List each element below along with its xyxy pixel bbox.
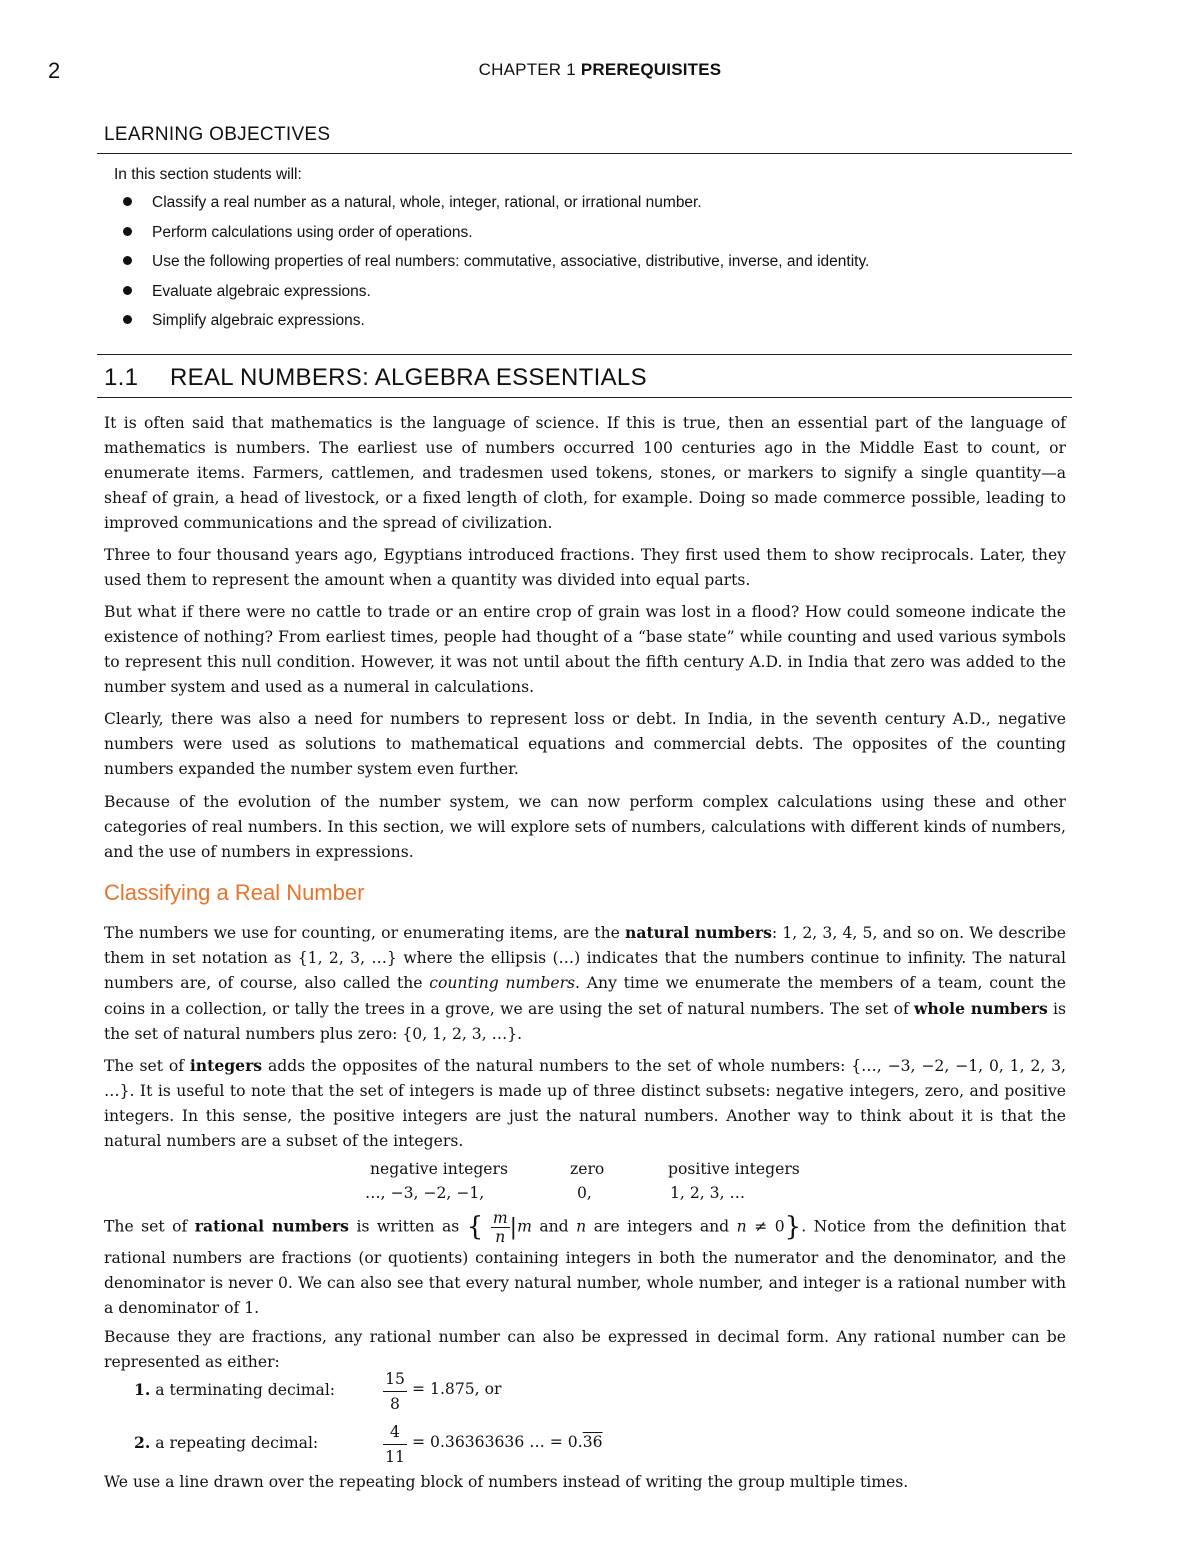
objective-item: Use the following properties of real numbers: commutative, associative, distributive, inverse, and identity.	[97, 253, 869, 283]
term-natural-numbers: natural numbers	[625, 923, 772, 942]
repeating-result: = 0.36363636 … = 0.36	[412, 1433, 603, 1451]
header-zero: zero	[570, 1160, 605, 1178]
header-negative: negative integers	[370, 1160, 508, 1178]
bullet-icon	[123, 227, 132, 236]
value-negative: …, −3, −2, −1,	[365, 1184, 485, 1202]
page-number: 2	[48, 58, 61, 83]
repeating-block: 36	[582, 1433, 603, 1451]
objectives-title: LEARNING OBJECTIVES	[104, 124, 331, 145]
section-title	[104, 364, 647, 392]
term-counting-numbers: counting numbers	[429, 974, 576, 992]
value-zero: 0,	[577, 1184, 592, 1202]
fraction-m-over-n: $\frac{m}{n}$	[492, 1209, 508, 1246]
objectives-rule	[97, 153, 1072, 154]
intro-paragraph-1: It is often said that mathematics is the language of science. If this is true, then an essential part of the language of mathematics is numbers. The earliest use of numbers occurred 100 centuries ago in the Middle East to count, or enumerate items. Farmers, cattlemen, and tradesmen used tokens, stones, or markers to signify a single quantity—a sheaf of grain, a head of livestock, or a fixed length of cloth, for example. Doing so made commerce possible, leading to improved communications and the spread of civilization.	[104, 414, 1066, 532]
section-number: 1.1	[104, 364, 139, 391]
term-whole-numbers: whole numbers	[914, 999, 1048, 1018]
objective-item: Perform calculations using order of operations.	[97, 224, 869, 254]
term-rational-numbers: rational numbers	[194, 1216, 349, 1236]
objectives-intro: In this section students will:	[114, 166, 302, 183]
section-rule-bottom	[97, 397, 1072, 398]
bullet-icon	[123, 256, 132, 265]
term-integers: integers	[189, 1056, 263, 1075]
bullet-icon	[123, 197, 132, 206]
chapter-label: CHAPTER 1	[478, 60, 576, 79]
intro-paragraph-4: Clearly, there was also a need for numbers to represent loss or debt. In India, in the seventh century A.D., negative numbers were used as solutions to mathematical equations and commercial debts. The opposites of the counting numbers expanded the number system even further.	[104, 710, 1066, 778]
section-rule-top	[97, 354, 1072, 355]
decimal-item-repeating: 2. a repeating decimal:	[134, 1433, 319, 1452]
bullet-icon	[123, 286, 132, 295]
terminating-result: = 1.875, or	[412, 1380, 502, 1398]
objectives-list	[97, 194, 869, 342]
subsection-title: Classifying a Real Number	[104, 880, 365, 905]
natural-numbers-paragraph: The numbers we use for counting, or enumerating items, are the natural numbers: 1, 2, 3, 4, 5, and so on. We describe them in set notation as {1, 2, 3, …} where the ellipsis (…) indicates that the numbers continue to infinity. The natural numbers are, of course, also called the counting numbers. Any time we enumerate the members of a team, count the coins in a collection, or tally the trees in a grove, we are using the set of natural numbers. The set of whole numbers is the set of natural numbers plus zero: {0, 1, 2, 3, …}.	[104, 923, 1066, 1043]
bullet-icon	[123, 315, 132, 324]
objective-item: Simplify algebraic expressions.	[97, 312, 869, 342]
fraction-15-over-8: $\frac{15}{8}$	[383, 1367, 407, 1416]
decimal-item-terminating: 1. a terminating decimal:	[134, 1380, 336, 1399]
integers-paragraph: The set of integers adds the opposites of the natural numbers to the set of whole numbers: {…, −3, −2, −1, 0, 1, 2, 3, …}. It is useful to note that the set of integers is made up of three distinct subsets: negative integers, zero, and positive integers. In this sense, the positive integers are just the natural numbers. Another way to think about it is that the natural numbers are a subset of the integers.	[104, 1056, 1066, 1150]
objective-item: Classify a real number as a natural, whole, integer, rational, or irrational number.	[97, 194, 869, 224]
intro-paragraph-5: Because of the evolution of the number system, we can now perform complex calculations using these and other categories of real numbers. In this section, we will explore sets of numbers, calculations with different kinds of numbers, and the use of numbers in expressions.	[104, 793, 1066, 861]
decimal-intro-paragraph: Because they are fractions, any rational number can also be expressed in decimal form. Any rational number can be represented as either:	[104, 1328, 1066, 1371]
header-positive: positive integers	[668, 1160, 800, 1178]
value-positive: 1, 2, 3, …	[670, 1184, 746, 1202]
rational-numbers-paragraph: The set of rational numbers is written as { $\frac{m}{n}$ |m and n are integers and n ≠ 0}. Notice from the definition that rational numbers are fractions (or quotients) containing integers in both the numerator and the denominator, and the denominator is never 0. We can also see that every natural number, whole number, and integer is a rational number with a denominator of 1.	[104, 1209, 1066, 1317]
objective-item: Evaluate algebraic expressions.	[97, 283, 869, 313]
intro-paragraph-3: But what if there were no cattle to trade or an entire crop of grain was lost in a flood? How could someone indicate the existence of nothing? From earliest times, people had thought of a “base state” while counting and used various symbols to represent this null condition. However, it was not until about the fifth century A.D. in India that zero was added to the number system and used as a numeral in calculations.	[104, 603, 1066, 696]
closing-paragraph: We use a line drawn over the repeating block of numbers instead of writing the group multiple times.	[104, 1473, 909, 1491]
intro-paragraph-2: Three to four thousand years ago, Egyptians introduced fractions. They first used them to show reciprocals. Later, they used them to represent the amount when a quantity was divided into equal parts.	[104, 546, 1066, 589]
section-heading: REAL NUMBERS: ALGEBRA ESSENTIALS	[170, 364, 647, 391]
fraction-4-over-11: $\frac{4}{11}$	[383, 1420, 407, 1469]
chapter-title: PREREQUISITES	[580, 60, 722, 79]
running-head	[0, 60, 1200, 80]
